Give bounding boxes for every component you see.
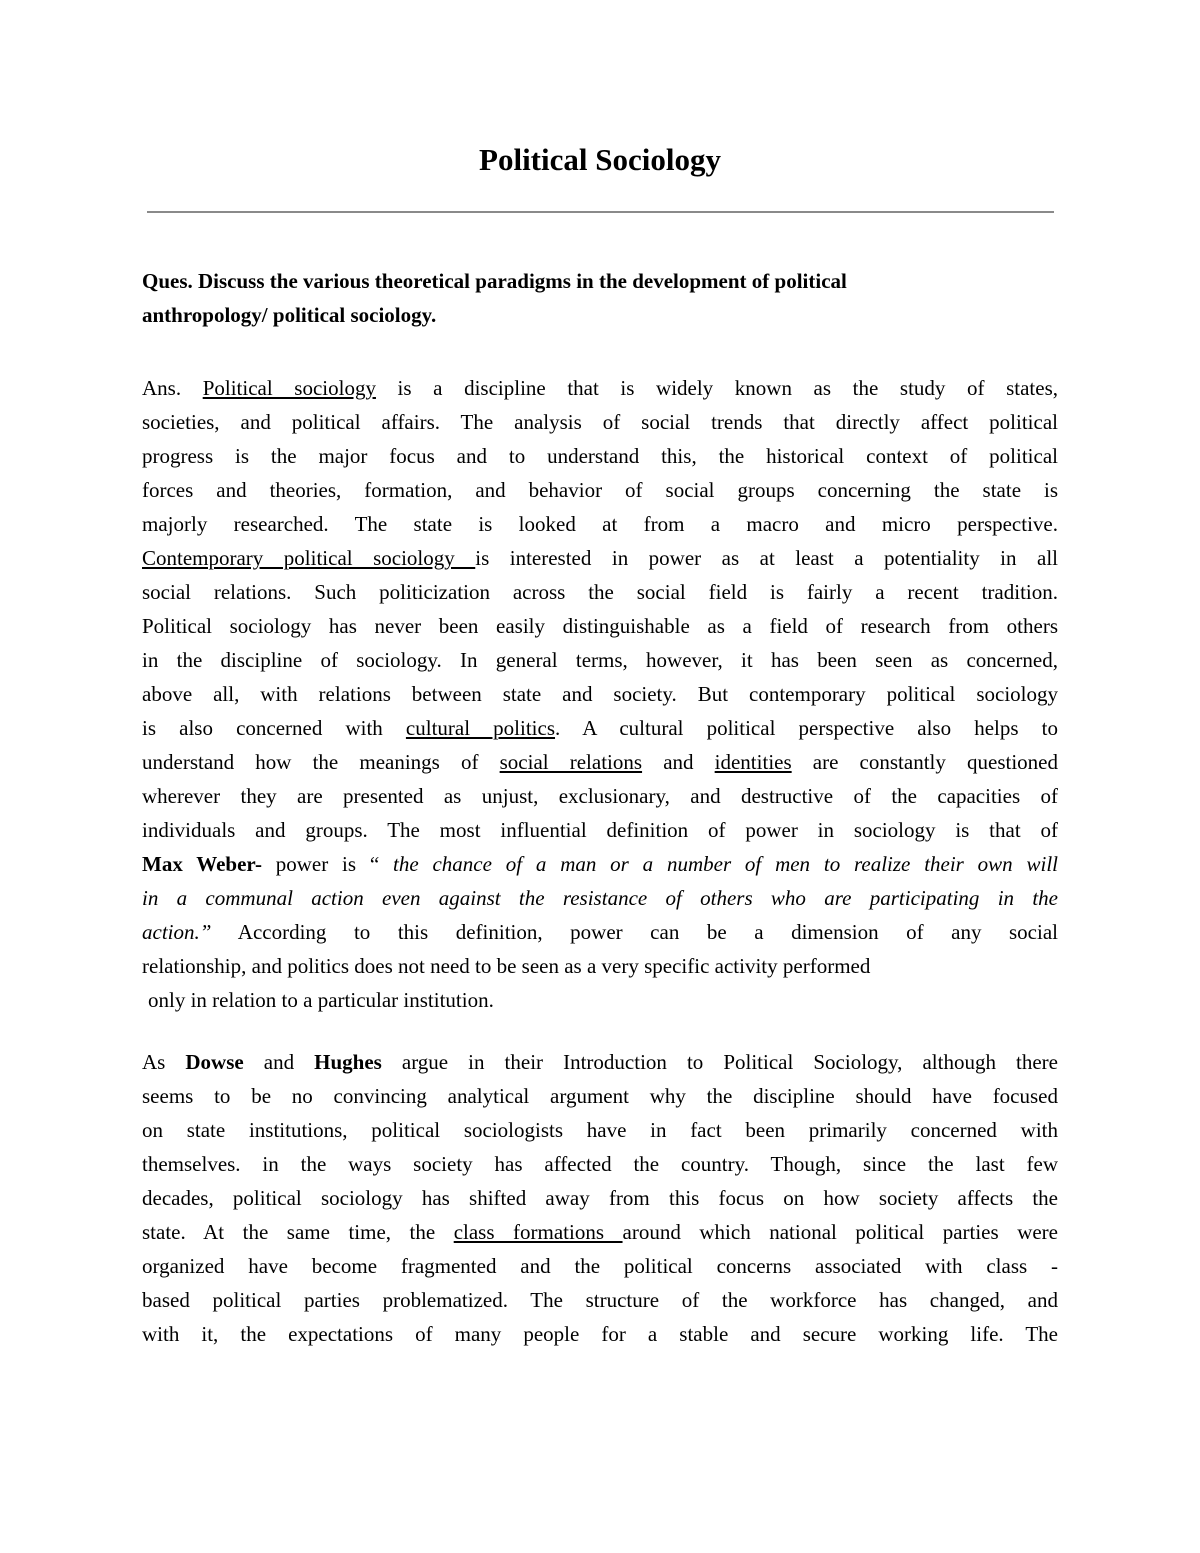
text-segment: are constantly questioned — [791, 750, 1058, 774]
question-line: anthropology/ political sociology. — [142, 303, 437, 327]
text-line: in the discipline of sociology. In general terms, however, it has been seen as concerned, — [142, 648, 1058, 672]
question-line: Ques. Discuss the various theoretical paradigms in the development of political — [142, 269, 847, 293]
text-line: Political sociology has never been easily distinguishable as a field of research from others — [142, 614, 1058, 638]
text-line — [142, 1045, 1058, 1079]
italic-quote-line: in a communal action even against the resistance of others who are participating in the — [142, 886, 1058, 910]
text-line — [142, 711, 1058, 745]
text-segment: is a discipline that is widely known as the study of states, — [375, 376, 1058, 400]
text-line: wherever they are presented as unjust, exclusionary, and destructive of the capacities of — [142, 784, 1058, 808]
bold-name: Dowse — [185, 1050, 244, 1074]
body-paragraph — [142, 1045, 1058, 1351]
text-segment: . A cultural political perspective also helps to — [555, 716, 1058, 740]
underlined-term: class formations — [453, 1220, 623, 1244]
text-line: based political parties problematized. The structure of the workforce has changed, and — [142, 1288, 1058, 1312]
text-segment: Ans. — [142, 376, 203, 400]
text-line: majorly researched. The state is looked at from a macro and micro perspective. — [142, 512, 1058, 536]
text-line — [142, 745, 1058, 779]
question-block — [142, 264, 1058, 332]
bold-name: Max Weber- — [142, 852, 262, 876]
text-line: seems to be no convincing analytical argument why the discipline should have focused — [142, 1084, 1058, 1108]
text-line: themselves. in the ways society has affected the country. Though, since the last few — [142, 1152, 1058, 1176]
text-line: individuals and groups. The most influential definition of power in sociology is that of — [142, 818, 1058, 842]
text-line: relationship, and politics does not need to be seen as a very specific activity performed — [142, 954, 871, 978]
text-segment: According to this definition, power can be a dimension of any social — [211, 920, 1058, 944]
text-line — [142, 1215, 1058, 1249]
italic-quote: action.” — [142, 920, 212, 944]
text-segment: and — [243, 1050, 315, 1074]
text-segment: argue in their Introduction to Political Sociology, although there — [381, 1050, 1058, 1074]
text-line: on state institutions, political sociologists have in fact been primarily concerned with — [142, 1118, 1058, 1142]
underlined-term: identities — [714, 750, 792, 774]
underlined-term: cultural politics — [405, 716, 556, 740]
title-divider — [147, 211, 1054, 213]
underlined-term: Contemporary political sociology — [142, 546, 476, 570]
text-line: forces and theories, formation, and behavior of social groups concerning the state is — [142, 478, 1058, 502]
text-segment: state. At the same time, the — [142, 1220, 454, 1244]
text-segment: understand how the meanings of — [142, 750, 500, 774]
text-line: with it, the expectations of many people for a stable and secure working life. The — [142, 1322, 1058, 1346]
text-segment: power is “ — [261, 852, 393, 876]
text-line: organized have become fragmented and the political concerns associated with class - — [142, 1254, 1058, 1278]
text-line — [142, 371, 1058, 405]
text-line — [142, 847, 1058, 881]
underlined-term: Political sociology — [202, 376, 376, 400]
text-line: decades, political sociology has shifted away from this focus on how society affects the — [142, 1186, 1058, 1210]
answer-paragraph — [142, 371, 1058, 1017]
text-line: social relations. Such politicization across the social field is fairly a recent tradition. — [142, 580, 1058, 604]
text-line: only in relation to a particular institution. — [148, 988, 494, 1012]
text-line: societies, and political affairs. The analysis of social trends that directly affect political — [142, 410, 1058, 434]
text-segment: and — [642, 750, 715, 774]
underlined-term: social relations — [499, 750, 643, 774]
text-line: progress is the major focus and to understand this, the historical context of political — [142, 444, 1058, 468]
text-line — [142, 915, 1058, 949]
italic-quote: the chance of a man or a number of men to realize their own will — [393, 852, 1058, 876]
text-line — [142, 541, 1058, 575]
text-segment: is interested in power as at least a potentiality in all — [475, 546, 1058, 570]
text-line: above all, with relations between state and society. But contemporary political sociology — [142, 682, 1058, 706]
page-title: Political Sociology — [479, 142, 721, 177]
bold-name: Hughes — [314, 1050, 382, 1074]
text-segment: is also concerned with — [142, 716, 406, 740]
text-segment: As — [142, 1050, 186, 1074]
text-segment: around which national political parties were — [622, 1220, 1058, 1244]
